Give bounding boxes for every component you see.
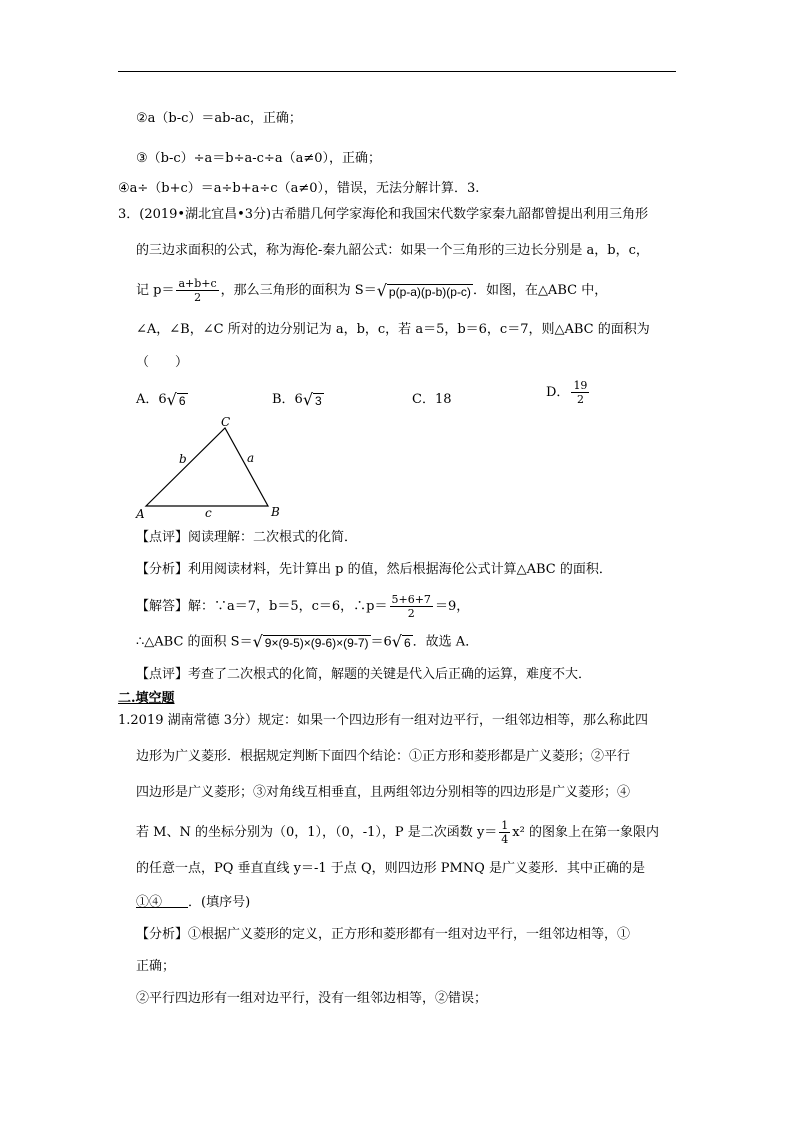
- p-denominator: 2: [194, 290, 202, 304]
- quarter-numerator: 1: [501, 819, 509, 832]
- solution-post: ＝9，: [434, 599, 470, 615]
- s2-line-4-pre: 若 M、N 的坐标分别为（0，1），（0，-1），P 是二次函数 y＝: [136, 825, 498, 841]
- p-fraction: [176, 278, 218, 303]
- sqrt-sign-icon: √: [252, 632, 263, 651]
- quarter-fraction: [499, 820, 510, 845]
- q3-line-3-mid: ，那么三角形的面积为 S＝: [220, 283, 377, 299]
- quarter-denominator: 4: [501, 832, 509, 846]
- option-a-radical: [167, 390, 188, 409]
- area-result-radicand: 6: [403, 636, 411, 650]
- s2-analysis-1: 【分析】①根据广义菱形的定义，正方形和菱形都有一组对边平行，一组邻边相等，①: [136, 927, 631, 942]
- q3-solution: [136, 594, 469, 619]
- p-numerator: a+b+c: [178, 277, 217, 290]
- triangle-figure: [134, 414, 294, 522]
- option-d: [546, 380, 591, 405]
- area-post: ．故选 A．: [412, 634, 479, 650]
- answer-blank: [136, 895, 188, 910]
- option-b: [272, 388, 324, 409]
- option-d-fraction: [571, 380, 589, 405]
- option-d-numerator: 19: [573, 379, 588, 392]
- area-radicand: 9×(9-5)×(9-6)×(9-7): [264, 636, 369, 650]
- s2-answer-line: [136, 896, 250, 909]
- option-a: [136, 388, 188, 409]
- s2-line-1: 1.2019 湖南常德 3分）规定：如果一个四边形有一组对边平行，一组邻边相等，那么称此四: [118, 713, 649, 728]
- triangle-abc: [146, 428, 268, 506]
- area-radical: [253, 634, 371, 650]
- sqrt-sign-icon: √: [391, 632, 402, 651]
- q3-review: 【点评】考查了二次根式的化简，解题的关键是代入后正确的运算，难度不大．: [136, 667, 592, 682]
- solution-denominator: 2: [407, 606, 415, 620]
- option-a-radicand: 6: [178, 394, 186, 408]
- item-3: ③（b-c）÷a＝b÷a-c÷a（a≠0），正确；: [136, 151, 381, 166]
- heron-radical: [376, 280, 473, 300]
- q3-line-3-post: ．如图，在△ABC 中，: [472, 283, 608, 299]
- option-b-label: B．6: [272, 392, 303, 407]
- s2-line-4: [136, 820, 659, 845]
- section-heading: 二.填空题: [118, 691, 175, 706]
- heron-radicand: p(p-a)(p-b)(p-c): [388, 284, 471, 299]
- q3-comment: 【点评】阅读理解：二次根式的化简．: [136, 530, 358, 545]
- side-b-label: b: [179, 452, 187, 466]
- option-b-radical: [303, 390, 324, 409]
- vertex-a-label: A: [136, 507, 145, 521]
- vertex-c-label: C: [221, 415, 231, 429]
- sqrt-sign-icon: √: [376, 280, 387, 300]
- vertex-b-label: B: [271, 505, 280, 519]
- s2-line-4-post: x² 的图象上在第一象限内: [512, 825, 659, 841]
- q3-line-3-pre: 记 p＝: [136, 283, 175, 299]
- q3-analysis: 【分析】利用阅读材料，先计算出 p 的值，然后根据海伦公式计算△ABC 的面积．: [136, 562, 612, 577]
- area-result-radical: [392, 634, 413, 650]
- answer-value: ①④: [136, 895, 163, 910]
- sqrt-sign-icon: √: [302, 390, 314, 409]
- q3-line-4: ∠A，∠B，∠C 所对的边分别记为 a，b，c，若 a＝5，b＝6，c＝7，则△ABC 的面积为: [136, 322, 650, 337]
- solution-numerator: 5+6+7: [391, 593, 431, 606]
- option-a-label: A．6: [136, 392, 167, 407]
- q3-line-1: 3．(2019•湖北宜昌•3分)古希腊几何学家海伦和我国宋代数学家秦九韶都曾提出利用三角形: [118, 207, 649, 222]
- solution-pre: 【解答】解：∵a＝7，b＝5，c＝6，∴p＝: [136, 599, 388, 615]
- area-equals: ＝6: [370, 634, 392, 650]
- q3-line-3: [136, 278, 607, 303]
- option-d-denominator: 2: [576, 392, 584, 406]
- option-d-label: D．: [546, 385, 570, 401]
- s2-line-5: 的任意一点，PQ 垂直直线 y＝-1 于点 Q，则四边形 PMNQ 是广义菱形．其中正确的是: [136, 861, 645, 876]
- s2-line-2: 边形为广义菱形．根据规定判断下面四个结论：①正方形和菱形都是广义菱形；②平行: [136, 749, 631, 764]
- s2-line-3: 四边形是广义菱形；③对角线互相垂直，且两组邻边分别相等的四边形是广义菱形；④: [136, 785, 631, 800]
- option-b-radicand: 3: [315, 394, 322, 408]
- s2-analysis-2: 正确；: [136, 959, 176, 974]
- solution-fraction: [390, 594, 433, 619]
- side-a-label: a: [247, 451, 255, 465]
- item-4: ④a÷（b+c）＝a÷b+a÷c（a≠0），错误，无法分解计算．3.: [118, 181, 480, 196]
- area-pre: ∴△ABC 的面积 S＝: [136, 634, 253, 650]
- header-rule: [118, 71, 676, 72]
- q3-line-2: 的三边求面积的公式，称为海伦-秦九韶公式：如果一个三角形的三边长分别是 a，b，c，: [136, 243, 649, 258]
- s2-analysis-3: ②平行四边形有一组对边平行，没有一组邻边相等，②错误；: [136, 991, 488, 1006]
- sqrt-sign-icon: √: [166, 390, 177, 409]
- side-c-label: c: [205, 506, 212, 520]
- q3-area: [136, 634, 478, 650]
- item-2: ②a（b-c）＝ab-ac，正确；: [136, 111, 302, 126]
- answer-post: ．(填序号): [188, 895, 251, 910]
- option-c: C．18: [412, 392, 452, 407]
- q3-line-5: （ ）: [136, 355, 189, 370]
